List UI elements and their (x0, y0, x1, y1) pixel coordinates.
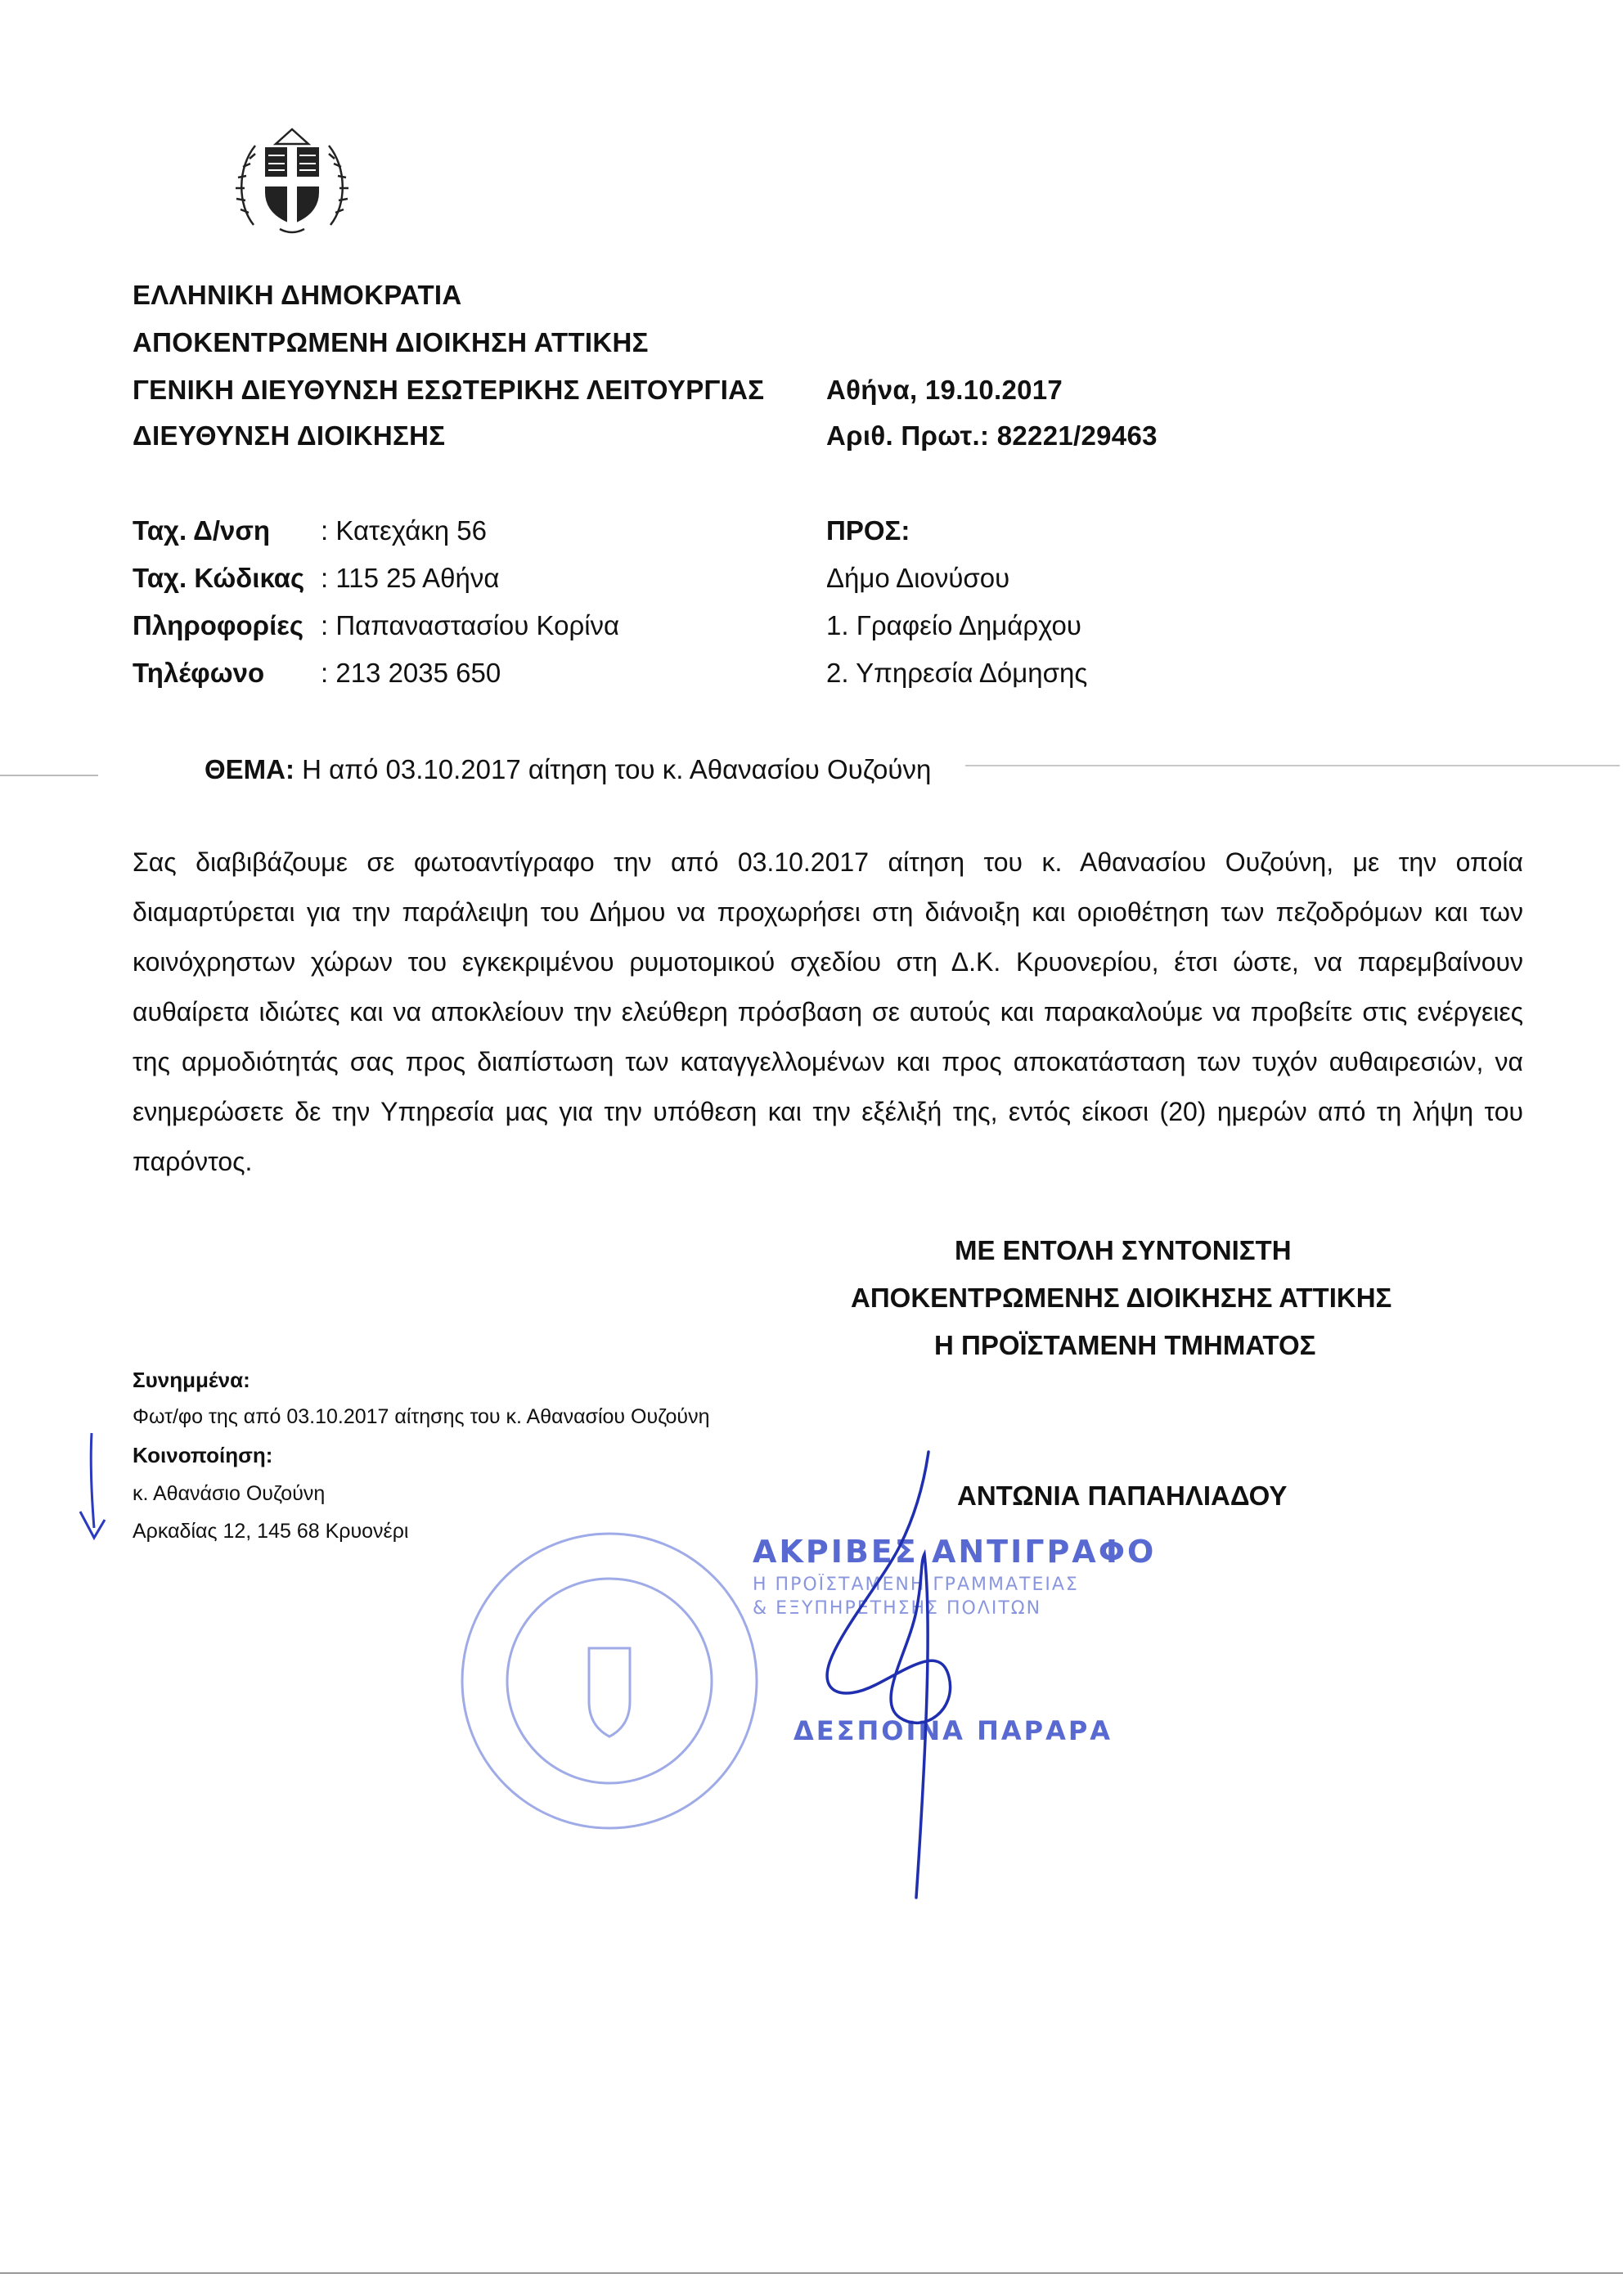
recipient-line: 2. Υπηρεσία Δόμησης (826, 658, 1088, 688)
copy-stamp-line: Η ΠΡΟΪΣΤΑΜΕΝΗ ΓΡΑΜΜΑΤΕΙΑΣ (753, 1575, 1079, 1595)
contact-value: : 115 25 Αθήνα (321, 563, 500, 593)
contact-value: : Παπαναστασίου Κορίνα (321, 610, 620, 640)
header-line: ΕΛΛΗΝΙΚΗ ΔΗΜΟΚΡΑΤΙΑ (133, 280, 462, 310)
signature-title: ΜΕ ΕΝΤΟΛΗ ΣΥΝΤΟΝΙΣΤΗ (955, 1235, 1292, 1265)
header-line: ΓΕΝΙΚΗ ΔΙΕΥΘΥΝΣΗ ΕΣΩΤΕΡΙΚΗΣ ΛΕΙΤΟΥΡΓΙΑΣ (133, 375, 765, 405)
header-line: ΑΠΟΚΕΝΤΡΩΜΕΝΗ ΔΙΟΙΚΗΣΗ ΑΤΤΙΚΗΣ (133, 327, 649, 357)
contact-value: : 213 2035 650 (321, 658, 501, 688)
signature-title: ΑΠΟΚΕΝΤΡΩΜΕΝΗΣ ΔΙΟΙΚΗΣΗΣ ΑΤΤΙΚΗΣ (851, 1283, 1392, 1313)
recipients-title: ΠΡΟΣ: (826, 515, 910, 546)
signatory-name: ΑΝΤΩΝΙΑ ΠΑΠΑΗΛΙΑΔΟΥ (957, 1480, 1288, 1511)
recipient-line: Δήμο Διονύσου (826, 563, 1010, 593)
protocol-number: 82221/29463 (996, 420, 1158, 451)
greek-emblem-icon (231, 123, 353, 237)
subject-label: ΘΕΜΑ: (205, 754, 294, 784)
attachments-title: Συνημμένα: (133, 1368, 250, 1392)
checkmark-icon (49, 1431, 115, 1546)
header-line: ΔΙΕΥΘΥΝΣΗ ΔΙΟΙΚΗΣΗΣ (133, 420, 446, 451)
scan-mark (0, 2272, 1623, 2274)
subject-text: Η από 03.10.2017 αίτηση του κ. Αθανασίου Ουζούνη (302, 754, 932, 784)
copy-stamp-line: & ΕΞΥΠΗΡΕΤΗΣΗΣ ΠΟΛΙΤΩΝ (753, 1598, 1042, 1619)
protocol-number-line (826, 420, 1158, 452)
round-seal-stamp (454, 1525, 765, 1836)
recipient-line: 1. Γραφείο Δημάρχου (826, 610, 1081, 640)
notification-line: Αρκαδίας 12, 145 68 Κρυονέρι (133, 1520, 409, 1543)
protocol-label: Αριθ. Πρωτ.: (826, 420, 990, 451)
contact-label: Ταχ. Κώδικας (133, 563, 305, 593)
subject-line (205, 754, 931, 785)
scan-mark (0, 775, 98, 776)
copy-stamp-line: ΑΚΡΙΒΕΣ ΑΝΤΙΓΡΑΦΟ (753, 1534, 1157, 1570)
attachments-text: Φωτ/φο της από 03.10.2017 αίτησης του κ. Αθανασίου Ουζούνη (133, 1405, 710, 1428)
body-paragraph: Σας διαβιβάζουμε σε φωτοαντίγραφο την από 03.10.2017 αίτηση του κ. Αθανασίου Ουζούνη, με την οποία διαμαρτύρεται για την παράλειψη του Δήμου να προχωρήσει στη διάνοιξη και οριοθέτηση των πεζοδρόμων και των κοινόχρηστων χώρων του εγκεκριμένου ρυμοτομικού σχεδίου στη Δ.Κ. Κρυονερίου, έτσι ώστε, να παρεμβαίνουν αυθαίρετα ιδιώτες και να αποκλείουν την ελεύθερη πρόσβαση σε αυτούς και παρακαλούμε να προβείτε στις ενέργειες της αρμοδιότητάς σας προς διαπίστωση των καταγγελλομένων και προς αποκατάσταση των τυχόν αυθαιρεσιών, να ενημερώσετε δε την Υπηρεσία μας για την υπόθεση και την εξέλιξή της, εντός είκοσι (20) ημερών από τη λήψη του παρόντος. (133, 847, 1523, 1176)
contact-value: : Κατεχάκη 56 (321, 515, 488, 546)
contact-label: Πληροφορίες (133, 610, 304, 640)
handwritten-signature (810, 1448, 1023, 1906)
contact-label: Ταχ. Δ/νση (133, 515, 271, 546)
notification-line: κ. Αθανάσιο Ουζούνη (133, 1482, 326, 1505)
signature-title: Η ΠΡΟΪΣΤΑΜΕΝΗ ΤΜΗΜΑΤΟΣ (934, 1330, 1316, 1360)
document-date: Αθήνα, 19.10.2017 (826, 375, 1063, 405)
contact-label: Τηλέφωνο (133, 658, 265, 688)
copy-stamp-signer: ΔΕΣΠΟΙΝΑ ΠΑΡΑΡΑ (794, 1715, 1113, 1746)
scan-mark (965, 765, 1620, 766)
notification-title: Κοινοποίηση: (133, 1443, 273, 1467)
